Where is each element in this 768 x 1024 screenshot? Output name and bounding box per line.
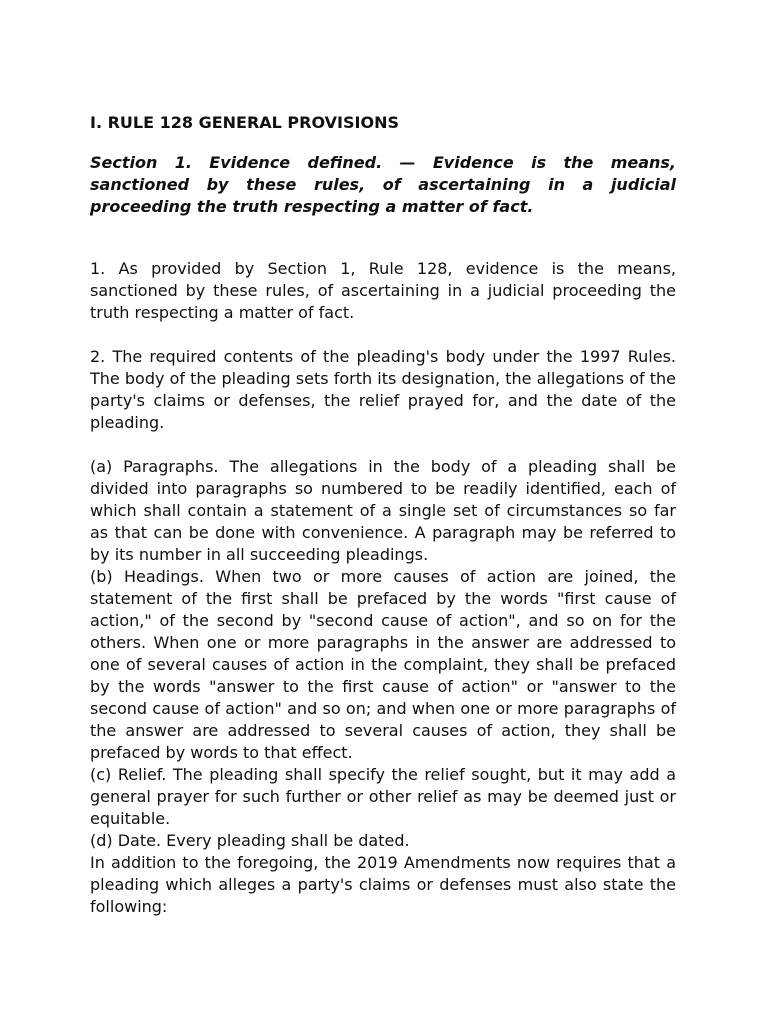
- document-page: [90, 112, 676, 918]
- paragraph-2: 2. The required contents of the pleading's body under the 1997 Rules. The body of the pleading sets forth its designation, the allegations of the party's claims or defenses, the relief prayed for, and the date of the pleading.: [90, 347, 676, 432]
- paragraph-c-relief: (c) Relief. The pleading shall specify the relief sought, but it may add a general prayer for such further or other relief as may be deemed just or equitable.: [90, 765, 676, 828]
- paragraph-b-headings: (b) Headings. When two or more causes of action are joined, the statement of the first shall be prefaced by the words "first cause of action," of the second by "second cause of action", and so on for the others. When one or more paragraphs in the answer are addressed to one of several causes of action in the complaint, they shall be prefaced by the words "answer to the first cause of action" or "answer to the second cause of action" and so on; and when one or more paragraphs of the answer are addressed to several causes of action, they shall be prefaced by words to that effect.: [90, 567, 676, 762]
- section-1-quote: Section 1. Evidence defined. — Evidence is the means, sanctioned by these rules, of ascertaining in a judicial proceeding the truth respecting a matter of fact.: [90, 153, 676, 216]
- paragraph-1: 1. As provided by Section 1, Rule 128, evidence is the means, sanctioned by these rules, of ascertaining in a judicial proceeding the truth respecting a matter of fact.: [90, 259, 676, 322]
- paragraph-a-paragraphs: (a) Paragraphs. The allegations in the body of a pleading shall be divided into paragraphs so numbered to be readily identified, each of which shall contain a statement of a single set of circumstances so far as that can be done with convenience. A paragraph may be referred to by its number in all succeeding pleadings.: [90, 457, 676, 564]
- paragraph-2019-amendments: In addition to the foregoing, the 2019 Amendments now requires that a pleading which alleges a party's claims or defenses must also state the following:: [90, 853, 676, 916]
- document-heading: I. RULE 128 GENERAL PROVISIONS: [90, 113, 399, 132]
- paragraph-d-date: (d) Date. Every pleading shall be dated.: [90, 831, 410, 850]
